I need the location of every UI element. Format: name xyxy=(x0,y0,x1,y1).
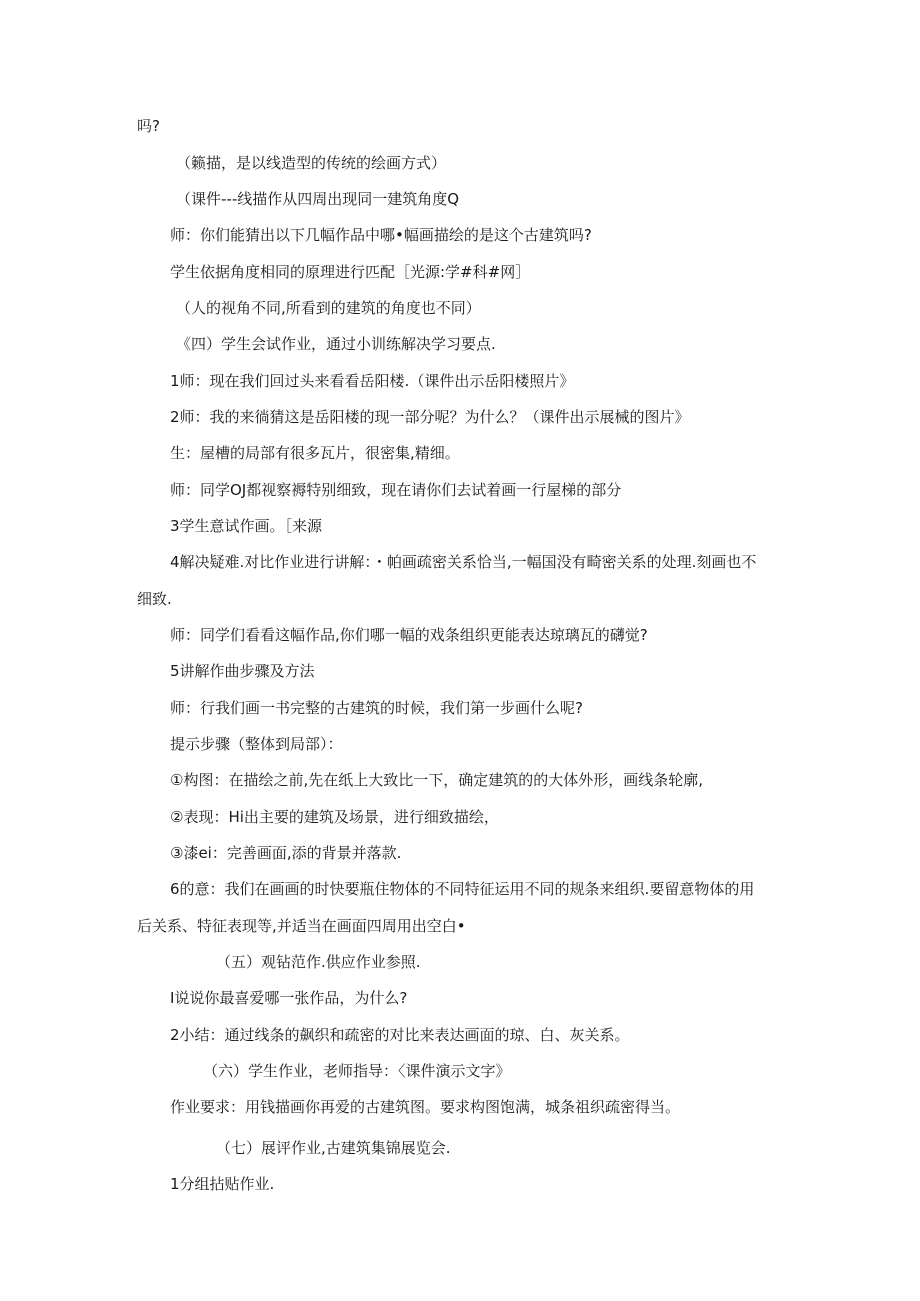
text-line-9: 2师：我的来徜猜这是岳阳楼的现一部分呢？为什么？（课件出示展械的图片》 xyxy=(170,408,690,426)
text-line-3: （课件---线描作从四周出现同一建筑角度Q xyxy=(176,190,460,208)
text-line-29: （七）展评作业,古建筑集锦展览会. xyxy=(216,1139,451,1157)
text-line-22: 6的意：我们在画画的时快要瓶住物体的不同特征运用不同的规条来组织.要留意物体的用 xyxy=(170,880,755,898)
text-line-25: I说说你最喜爱哪一张作品，为什么? xyxy=(170,989,408,1007)
text-line-11: 师：同学OJ都视察褥特别细致，现在请你们去试着画一行屋梯的部分 xyxy=(170,481,622,499)
text-line-26: 2小结：通过线条的飙织和疏密的对比来表达画面的琼、白、灰关系。 xyxy=(170,1026,630,1044)
text-line-17: 师：行我们画一书完整的古建筑的时候，我们第一步画什么呢? xyxy=(170,699,583,717)
text-line-4: 师：你们能猜出以下几幅作品中哪•幅画描绘的是这个古建筑吗? xyxy=(170,226,592,244)
text-line-15: 师：同学们看看这幅作品,你们哪一幅的戏条组织更能表达琼璃瓦的礴觉? xyxy=(170,626,648,644)
text-line-24: （五）观钻范作.供应作业参照. xyxy=(216,953,421,971)
text-line-18: 提示步骤（整体到局部）： xyxy=(170,735,343,753)
text-line-21: ③漆ei：完善画面,添的背景并落款. xyxy=(170,844,402,862)
text-line-2: （籁描，是以线造型的传统的绘画方式） xyxy=(176,154,447,172)
text-line-12: 3学生意试作画。［来源 xyxy=(170,517,323,535)
text-line-8: 1师：现在我们回过头来看看岳阳楼.（课件出示岳阳楼照片》 xyxy=(170,372,575,390)
text-line-28: 作业要求：用钱描画你再爱的古建筑图。要求构图饱满，城条祖织疏密得当。 xyxy=(170,1098,681,1116)
text-line-7: 《四）学生会试作业，通过小训练解决学习要点. xyxy=(176,335,496,353)
text-line-27: （六）学生作业，老师指导：〈课件演示文字》 xyxy=(203,1062,511,1080)
text-line-5: 学生依据角度相同的原理进行匹配［光源:学#科#网］ xyxy=(170,263,531,281)
text-line-30: 1分组拈贴作业. xyxy=(170,1175,275,1193)
text-line-16: 5讲解作曲步骤及方法 xyxy=(170,662,315,680)
text-line-23: 后关系、特征表现等,并适当在画面四周用出空白• xyxy=(137,917,466,935)
text-line-6: （人的视角不同,所看到的建筑的角度也不同） xyxy=(176,299,481,317)
text-line-13: 4解决疑难.对比作业进行讲解：・帕画疏密关系恰当,一幅国没有畸密关系的处理.刻画也不 xyxy=(170,553,757,571)
text-line-19: ①构图：在描绘之前,先在纸上大致比一下，确定建筑的的大体外形，画线条轮廓, xyxy=(170,771,703,789)
text-line-10: 生：屋槽的局部有很多瓦片，很密集,精细。 xyxy=(170,444,460,462)
text-line-20: ②表现：Hi出主要的建筑及场景，进行细致描绘， xyxy=(170,808,499,826)
text-line-14: 细致. xyxy=(137,590,172,608)
text-line-1: 吗? xyxy=(137,117,160,135)
